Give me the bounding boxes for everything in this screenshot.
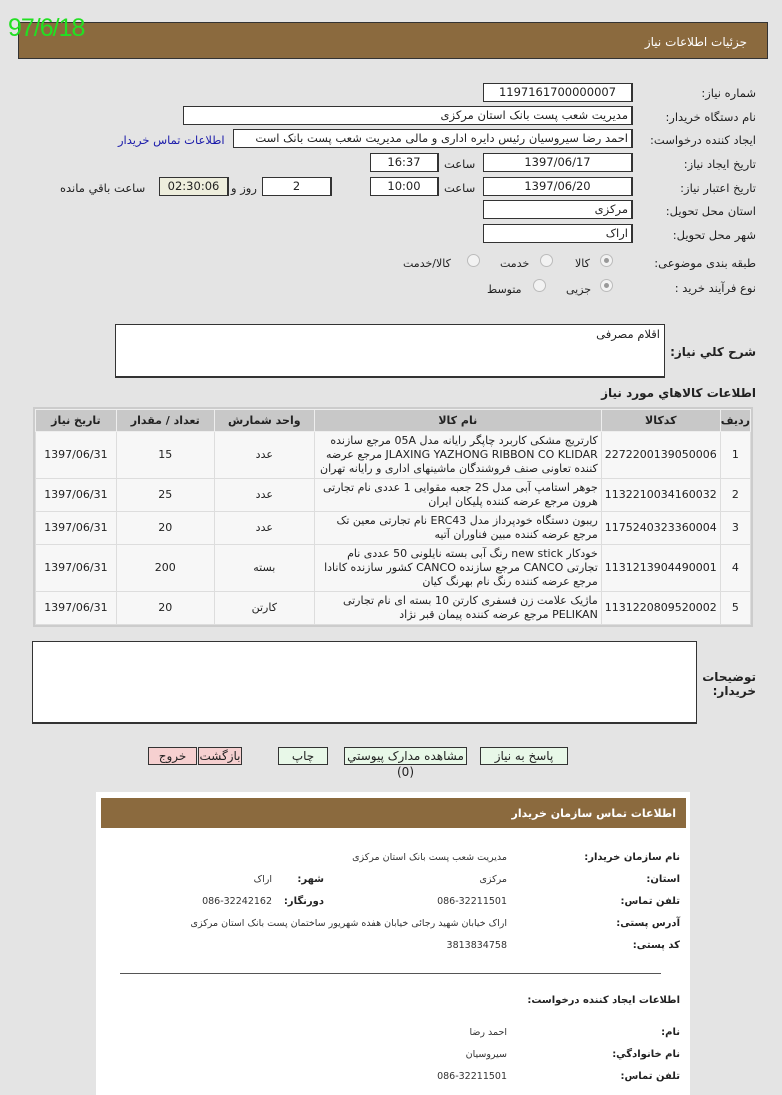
item-code: 1131220809520002 — [601, 592, 720, 625]
table-row — [36, 479, 751, 512]
goods-section-title: اطلاعات کالاهاي مورد نياز — [601, 386, 756, 400]
date-stamp: 97/6/18 — [8, 14, 85, 42]
contact-city-value: اراک — [253, 874, 272, 885]
row-number: 2 — [720, 479, 750, 512]
address-label: آدرس پستی: — [616, 918, 680, 929]
city-field: اراک — [483, 224, 633, 243]
item-name: ماژیک علامت زن فسفری کارتن 10 بسته ای نام تجارتی PELIKAN مرجع عرضه کننده پیمان قبر نژاد — [314, 592, 601, 625]
org-value: مدیریت شعب پست بانک استان مرکزی — [352, 852, 507, 863]
quantity: 15 — [116, 432, 214, 479]
buyer-contact-panel — [96, 792, 690, 1095]
buyer-label: نام دستگاه خریدار: — [665, 110, 756, 124]
col-date: تاريخ نياز — [36, 410, 117, 432]
buyer-field: مدیریت شعب پست بانک استان مرکزی — [183, 106, 633, 125]
quantity: 20 — [116, 512, 214, 545]
item-name: کارتریج مشکی کاربرد چاپگر رایانه مدل 05A مرجع سازنده JLAXING YAZHONG RIBBON CO KLIDAR مرجع عرضه کننده تعاونی صنف فروشندگان ماشینهای اداری و رایانه تهران — [314, 432, 601, 479]
table-row — [36, 512, 751, 545]
quantity: 200 — [116, 545, 214, 592]
goods-table — [33, 407, 753, 627]
category-radio-both[interactable] — [467, 254, 480, 267]
created-date-label: تاریخ ایجاد نیاز: — [683, 157, 756, 171]
item-code: 1131213904490001 — [601, 545, 720, 592]
province-label: استان محل تحویل: — [665, 204, 756, 218]
item-name: ریبون دستگاه خودپرداز مدل ERC43 نام تجارتی معین تک مرجع عرضه کننده مبین فناوران آتیه — [314, 512, 601, 545]
divider — [120, 973, 661, 974]
buyer-notes-textarea[interactable] — [32, 641, 697, 724]
unit: کارتن — [214, 592, 314, 625]
org-label: نام سازمان خریدار: — [584, 852, 680, 863]
valid-time-field: 10:00 — [370, 177, 439, 196]
col-qty: تعداد / مقدار — [116, 410, 214, 432]
created-time-field: 16:37 — [370, 153, 439, 172]
process-option-medium: متوسط — [487, 283, 522, 296]
category-radio-goods[interactable] — [600, 254, 613, 267]
creator-phone-value: 086-32211501 — [437, 1071, 507, 1082]
unit: بسته — [214, 545, 314, 592]
created-date-field: 1397/06/17 — [483, 153, 633, 172]
item-code: 1132210034160032 — [601, 479, 720, 512]
row-number: 5 — [720, 592, 750, 625]
unit: عدد — [214, 479, 314, 512]
fax-value: 086-32242162 — [202, 896, 272, 907]
need-date: 1397/06/31 — [36, 545, 117, 592]
address-value: اراک خیابان شهید رجائی خیابان هفده شهریور ساختمان پست بانک استان مرکزی — [190, 918, 507, 929]
phone-label: تلفن تماس: — [620, 896, 680, 907]
time-remaining-field: 02:30:06 — [159, 177, 229, 196]
col-row: رديف — [720, 410, 750, 432]
process-label: نوع فرآیند خرید : — [674, 281, 756, 295]
buyer-contact-link[interactable]: اطلاعات تماس خریدار — [118, 133, 225, 147]
postal-value: 3813834758 — [446, 940, 507, 951]
creator-section-title: اطلاعات ایجاد کننده درخواست: — [527, 995, 680, 1006]
buyer-notes-label: توضیحات خریدار: — [702, 670, 756, 698]
name-value: احمد رضا — [469, 1027, 507, 1038]
family-value: سیروسیان — [465, 1049, 507, 1060]
page-header — [18, 22, 768, 59]
back-button[interactable]: بازگشت — [199, 749, 241, 763]
quantity: 25 — [116, 479, 214, 512]
contact-panel-title: اطلاعات تماس سازمان خریدار — [101, 798, 686, 828]
province-field: مرکزی — [483, 200, 633, 219]
category-radio-service[interactable] — [540, 254, 553, 267]
process-radio-minor[interactable] — [600, 279, 613, 292]
creator-label: ایجاد کننده درخواست: — [650, 133, 756, 147]
item-code: 1175240323360004 — [601, 512, 720, 545]
table-row — [36, 432, 751, 479]
name-label: نام: — [661, 1027, 680, 1038]
print-button[interactable]: چاپ — [278, 747, 328, 765]
fax-label: دورنگار: — [283, 896, 324, 907]
process-radio-medium[interactable] — [533, 279, 546, 292]
item-name: جوهر استامپ آبی مدل 2S جعبه مقوایی 1 عددی نام تجارتی هرون مرجع عرضه کننده پلیکان ایران — [314, 479, 601, 512]
creator-field: احمد رضا سیروسیان رئیس دایره اداری و مالی مدیریت شعب پست بانک است — [233, 129, 633, 148]
unit: عدد — [214, 432, 314, 479]
col-code: کدکالا — [601, 410, 720, 432]
contact-province-value: مرکزی — [479, 874, 507, 885]
quantity: 20 — [116, 592, 214, 625]
row-number: 1 — [720, 432, 750, 479]
postal-label: کد پستی: — [632, 940, 680, 951]
need-number-field: 1197161700000007 — [483, 83, 633, 102]
table-row — [36, 545, 751, 592]
category-label: طبقه بندی موضوعی: — [654, 256, 756, 270]
contact-city-label: شهر: — [297, 874, 324, 885]
phone-value: 086-32211501 — [437, 896, 507, 907]
need-date: 1397/06/31 — [36, 512, 117, 545]
city-label: شهر محل تحویل: — [672, 228, 756, 242]
row-number: 3 — [720, 512, 750, 545]
row-number: 4 — [720, 545, 750, 592]
need-date: 1397/06/31 — [36, 432, 117, 479]
col-unit: واحد شمارش — [214, 410, 314, 432]
valid-date-label: تاریخ اعتبار نیاز: — [680, 181, 756, 195]
valid-date-field: 1397/06/20 — [483, 177, 633, 196]
col-name: نام کالا — [314, 410, 601, 432]
process-option-minor: جزیی — [566, 283, 592, 296]
valid-time-label: ساعت — [444, 181, 476, 195]
category-option-goods: کالا — [575, 257, 590, 270]
page-title: جزئیات اطلاعات نیاز — [644, 35, 747, 49]
need-number-label: شماره نیاز: — [701, 86, 756, 100]
exit-button[interactable]: خروج — [148, 747, 197, 765]
created-time-label: ساعت — [444, 157, 476, 171]
need-date: 1397/06/31 — [36, 592, 117, 625]
need-date: 1397/06/31 — [36, 479, 117, 512]
days-label: روز و — [231, 181, 257, 195]
family-label: نام خانوادگي: — [612, 1049, 680, 1060]
time-remaining-label: ساعت باقي مانده — [60, 181, 146, 195]
item-code: 2272200139050006 — [601, 432, 720, 479]
description-textarea[interactable]: اقلام مصرفی — [115, 324, 665, 378]
category-option-service: خدمت — [500, 257, 530, 270]
contact-province-label: استان: — [646, 874, 680, 885]
item-name: خودکار new stick رنگ آبی بسته نایلونی 50 عددی نام تجارتی CANCO مرجع سازنده CANCO کشور سازنده کانادا مرجع عرضه کننده رنگ نام بهرنگ کیان — [314, 545, 601, 592]
description-label: شرح کلي نياز: — [670, 345, 756, 359]
table-row — [36, 592, 751, 625]
creator-phone-label: تلفن تماس: — [620, 1071, 680, 1082]
attachments-button[interactable]: مشاهده مدارک پیوستي (0) — [344, 747, 467, 765]
category-option-both: کالا/خدمت — [403, 257, 451, 270]
unit: عدد — [214, 512, 314, 545]
days-remaining-field: 2 — [262, 177, 332, 196]
reply-button[interactable]: پاسخ به نیاز — [480, 747, 568, 765]
